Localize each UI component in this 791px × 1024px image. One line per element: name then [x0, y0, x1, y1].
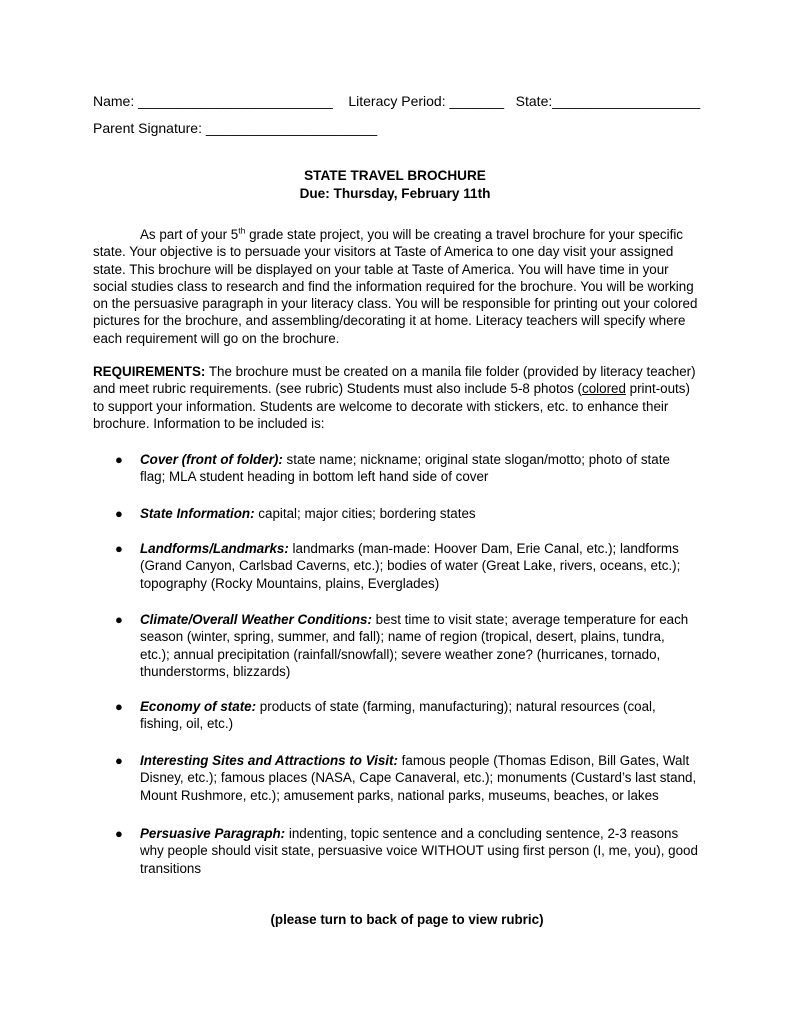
bullet-icon: ● — [115, 541, 123, 556]
list-item-lead: Climate/Overall Weather Conditions: — [140, 612, 372, 627]
list-item-text — [140, 611, 698, 680]
list-item-lead: Persuasive Paragraph: — [140, 826, 286, 841]
list-item-text — [140, 540, 698, 592]
list-item-text — [140, 451, 698, 486]
list-item-lead: State Information: — [140, 506, 255, 521]
list-item-body: famous people (Thomas Edison, Bill Gates, Walt Disney, etc.); famous places (NASA, Cape Canaveral, etc.); monuments (Custard’s last stand, Mount Rushmore, etc.); amusement parks, national parks, museums, beaches, or lakes — [140, 753, 697, 803]
requirements-text-start: The brochure must be created on a manila file folder (provided by literacy teacher) and meet rubric requirements. (see rubric) Students must also include 5-8 photos ( — [93, 364, 696, 397]
bullet-icon: ● — [115, 826, 123, 841]
bullet-icon: ● — [115, 612, 123, 627]
list-item-body: best time to visit state; average temperature for each season (winter, spring, summer, and fall); name of region (tropical, desert, plains, tundra, etc.); annual precipitation (rainfall/snowfall); severe weather zone? (hurricanes, tornado, thunderstorms, blizzards) — [140, 612, 689, 679]
requirements-text-rest: print-outs) to support your information. Students are welcome to decorate with stickers, etc. to enhance their brochure. Information to be included is: — [93, 381, 690, 431]
list-item-text — [140, 698, 698, 733]
list-item-lead: Economy of state: — [140, 699, 257, 714]
document-title: STATE TRAVEL BROCHURE — [304, 168, 486, 183]
bullet-icon: ● — [115, 699, 123, 714]
name-period-state-line: Name: _________________________ Literacy Period: _______ State:___________________ — [93, 93, 701, 109]
list-item-body: landmarks (man-made: Hoover Dam, Erie Canal, etc.); landforms (Grand Canyon, Carlsbad Caverns, etc.); bodies of water (Great Lake, rivers, oceans, etc.); topography (Rocky Mountains, plains, Everglades) — [140, 541, 681, 591]
list-item-lead: Landforms/Landmarks: — [140, 541, 289, 556]
bullet-icon: ● — [115, 753, 123, 768]
list-item-body: indenting, topic sentence and a concluding sentence, 2-3 reasons why people should visit state, persuasive voice WITHOUT using first person (I, me, you), good transitions — [140, 826, 698, 876]
list-item-text — [140, 825, 698, 877]
footer-note: (please turn to back of page to view rubric) — [270, 912, 544, 927]
list-item-body: state name; nickname; original state slogan/motto; photo of state flag; MLA student heading in bottom left hand side of cover — [140, 452, 670, 485]
document-page — [93, 0, 703, 1024]
list-item-lead: Cover (front of folder): — [140, 452, 283, 467]
list-item-lead: Interesting Sites and Attractions to Visit: — [140, 753, 398, 768]
list-item-body: capital; major cities; bordering states — [254, 506, 476, 521]
bullet-icon: ● — [115, 506, 123, 521]
list-item-text — [140, 505, 698, 522]
due-date: Due: Thursday, February 11th — [299, 186, 491, 201]
intro-text-start: As part of your 5 — [140, 227, 239, 242]
list-item-text — [140, 752, 698, 804]
intro-paragraph — [93, 226, 699, 347]
ordinal-superscript: th — [238, 225, 246, 236]
colored-underlined-word: colored — [582, 381, 626, 397]
requirements-paragraph — [93, 363, 699, 432]
list-item-body: products of state (farming, manufacturing); natural resources (coal, fishing, oil, etc.) — [140, 699, 656, 732]
parent-signature-line: Parent Signature: ______________________ — [93, 120, 378, 136]
intro-text-rest: grade state project, you will be creating a travel brochure for your specific state. Your objective is to persuade your visitors at Taste of America to one day visit your assigned state. This brochure will be displayed on your table at Taste of America. You will have time in your social studies class to research and find the information required for the brochure. You will be working on the persuasive paragraph in your literacy class. You will be responsible for printing out your colored pictures for the brochure, and assembling/decorating it at home. Literacy teachers will specify where each requirement will go on the brochure. — [93, 227, 698, 346]
bullet-icon: ● — [115, 452, 123, 467]
requirements-label: REQUIREMENTS: — [93, 364, 206, 379]
